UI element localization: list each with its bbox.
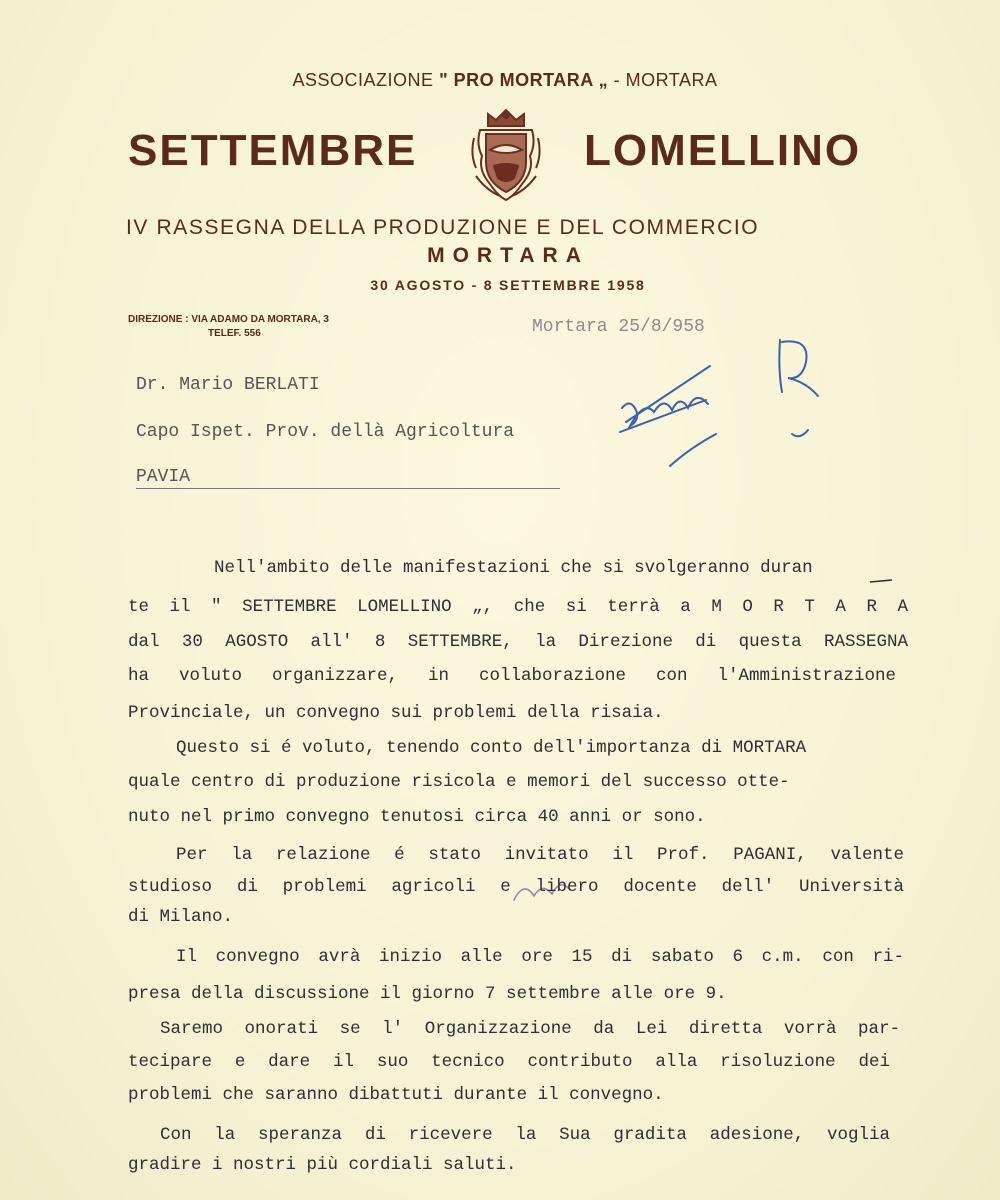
- body-line: Nell'ambito delle manifestazioni che si svolgeranno duran: [214, 558, 813, 578]
- body-line: presa della discussione il giorno 7 settembre alle ore 9.: [128, 984, 727, 1004]
- association-name: " PRO MORTARA „: [439, 70, 609, 90]
- event-city: MORTARA: [427, 244, 589, 267]
- recipient-underline: [136, 488, 560, 489]
- body-line: Per la relazione é stato invitato il Prof. PAGANI, valente: [176, 845, 904, 865]
- direction-phone: TELEF. 556: [208, 328, 261, 339]
- event-dates: 30 AGOSTO - 8 SETTEMBRE 1958: [370, 277, 646, 293]
- body-line: studioso di problemi agricoli e libero docente dell' Università: [128, 877, 904, 897]
- body-line: nuto nel primo convegno tenutosi circa 40 anni or sono.: [128, 807, 706, 827]
- association-line: [0, 70, 1000, 91]
- body-line: tecipare e dare il suo tecnico contributo alla risoluzione dei: [128, 1052, 890, 1072]
- body-line: Con la speranza di ricevere la Sua gradita adesione, voglia: [160, 1125, 890, 1145]
- body-line: te il " SETTEMBRE LOMELLINO „, che si terrà a M O R T A R A: [128, 597, 908, 617]
- body-line: Il convegno avrà inizio alle ore 15 di sabato 6 c.m. con ri-: [176, 947, 904, 967]
- event-subtitle: IV RASSEGNA DELLA PRODUZIONE E DEL COMMERCIO: [126, 216, 760, 239]
- recipient-name: Dr. Mario BERLATI: [136, 375, 320, 395]
- body-line: ha voluto organizzare, in collaborazione con l'Amministrazione: [128, 666, 896, 686]
- body-line: quale centro di produzione risicola e memori del successo otte-: [128, 772, 790, 792]
- crest-icon: [466, 104, 546, 204]
- body-line: problemi che saranno dibattuti durante il convegno.: [128, 1085, 664, 1105]
- body-line: Saremo onorati se l' Organizzazione da Lei diretta vorrà par-: [160, 1019, 900, 1039]
- letter-date: Mortara 25/8/958: [532, 317, 705, 337]
- recipient-title: Capo Ispet. Prov. dellà Agricoltura: [136, 422, 515, 442]
- association-suffix: - MORTARA: [613, 70, 718, 90]
- direction-address: DIREZIONE : VIA ADAMO DA MORTARA, 3: [128, 314, 329, 325]
- body-line: Questo si é voluto, tenendo conto dell'importanza di MORTARA: [176, 738, 807, 758]
- handwritten-annotation-icon: [610, 330, 840, 480]
- body-line: dal 30 AGOSTO all' 8 SETTEMBRE, la Direzione di questa RASSEGNA: [128, 632, 908, 652]
- title-settembre: SETTEMBRE: [128, 126, 418, 175]
- body-line: di Milano.: [128, 907, 234, 927]
- title-lomellino: LOMELLINO: [584, 126, 862, 175]
- association-prefix: ASSOCIAZIONE: [292, 70, 434, 90]
- body-line: Provinciale, un convegno sui problemi della risaia.: [128, 703, 664, 723]
- body-line: gradire i nostri più cordiali saluti.: [128, 1155, 517, 1175]
- handwritten-underline-icon: [866, 560, 896, 590]
- recipient-city: PAVIA: [136, 467, 191, 487]
